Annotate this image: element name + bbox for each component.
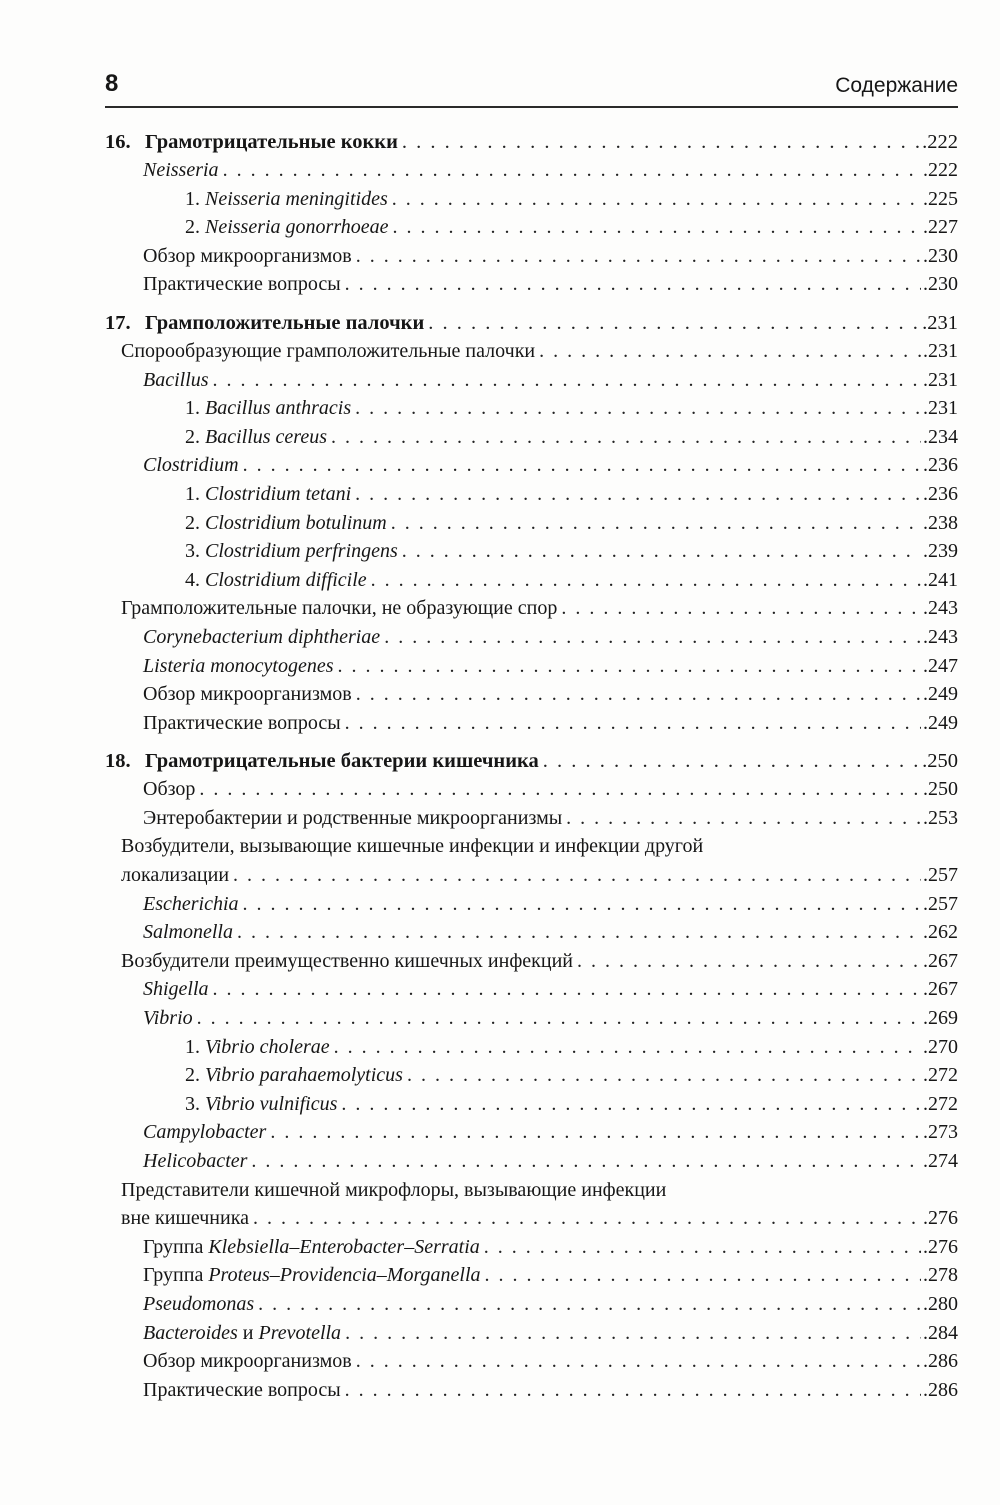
toc-entry-label: Neisseria bbox=[143, 159, 219, 181]
toc-entry[interactable] bbox=[105, 804, 958, 833]
toc-entry-label: вне кишечника bbox=[121, 1207, 249, 1230]
toc-entry-title bbox=[121, 947, 573, 975]
toc-entry-title bbox=[143, 242, 352, 270]
toc-entry-label: Clostridium difficile bbox=[205, 568, 367, 591]
dot-leader bbox=[213, 366, 921, 394]
toc-entry-title bbox=[121, 594, 557, 622]
dot-leader bbox=[243, 890, 921, 918]
toc-entry-page-number: .278 bbox=[923, 1264, 958, 1287]
toc-entry[interactable] bbox=[105, 1090, 958, 1119]
toc-entry-page-number: .236 bbox=[923, 482, 958, 505]
toc-entry-title bbox=[143, 1261, 481, 1289]
toc-entry-label: Bacteroides bbox=[143, 1321, 238, 1344]
toc-entry-page-number: .284 bbox=[923, 1321, 958, 1344]
toc-entry-label: Shigella bbox=[143, 978, 209, 1001]
toc-entry-title bbox=[143, 156, 219, 184]
dot-leader bbox=[345, 1319, 921, 1347]
toc-entry-page-number: .239 bbox=[923, 540, 958, 563]
toc-entry[interactable] bbox=[105, 480, 958, 509]
toc-entry[interactable] bbox=[105, 861, 958, 890]
toc-entry[interactable] bbox=[105, 975, 958, 1004]
dot-leader bbox=[345, 709, 921, 737]
toc-entry-page-number: .267 bbox=[923, 978, 958, 1001]
toc-entry-label: Salmonella bbox=[143, 921, 233, 944]
dot-leader bbox=[251, 1147, 921, 1175]
toc-entry[interactable] bbox=[105, 242, 958, 271]
toc-entry-number: 1. bbox=[185, 482, 200, 505]
toc-entry-number: 1. bbox=[185, 187, 200, 210]
toc-entry-first-line: Представители кишечной микрофлоры, вызывающие инфекции bbox=[121, 1178, 667, 1201]
dot-leader bbox=[484, 1233, 921, 1261]
toc-entry[interactable] bbox=[105, 537, 958, 566]
toc-entry-label: Bacillus cereus bbox=[205, 425, 328, 448]
toc-entry-page-number: .267 bbox=[923, 949, 958, 972]
toc-entry-label: Bacillus anthracis bbox=[205, 397, 352, 420]
toc-entry-page-number: .262 bbox=[923, 921, 958, 944]
toc-chapter-entry[interactable] bbox=[105, 128, 958, 156]
dot-leader bbox=[223, 156, 921, 184]
toc-entry[interactable] bbox=[105, 451, 958, 480]
toc-entry-page-number: .231 bbox=[923, 339, 958, 362]
toc-entry-label: Возбудители преимущественно кишечных инфекций bbox=[121, 949, 573, 972]
dot-leader bbox=[561, 594, 921, 622]
toc-entry-title bbox=[105, 128, 398, 156]
dot-leader bbox=[402, 128, 920, 156]
toc-entry-page-number: .243 bbox=[923, 625, 958, 648]
toc-entry-number: 17. bbox=[105, 311, 131, 334]
toc-entry-title bbox=[185, 1033, 330, 1061]
toc-entry[interactable] bbox=[105, 1233, 958, 1262]
running-title: Содержание bbox=[835, 74, 958, 97]
toc-entry-page-number: .230 bbox=[923, 244, 958, 267]
dot-leader bbox=[341, 1090, 921, 1118]
dot-leader bbox=[237, 918, 921, 946]
toc-entry[interactable] bbox=[105, 947, 958, 976]
toc-entry-number: 16. bbox=[105, 131, 131, 153]
toc-entry-label: Neisseria meningitides bbox=[205, 187, 388, 210]
toc-entry-page-number: .238 bbox=[923, 511, 958, 534]
toc-entry[interactable] bbox=[105, 1261, 958, 1290]
dot-leader bbox=[197, 1004, 921, 1032]
toc-entry-label: Обзор микроорганизмов bbox=[143, 683, 352, 706]
toc-entry-page-number: .247 bbox=[923, 654, 958, 677]
toc-entry-page-number: .286 bbox=[923, 1350, 958, 1373]
toc-entry[interactable] bbox=[105, 1118, 958, 1147]
toc-entry-label: Corynebacterium diphtheriae bbox=[143, 625, 381, 648]
toc-entry-page-number: .272 bbox=[923, 1092, 958, 1115]
toc-entry-title bbox=[185, 566, 367, 594]
toc-entry-number: 3. bbox=[185, 540, 200, 563]
toc-entry-number: 1. bbox=[185, 1035, 200, 1058]
toc-entry[interactable] bbox=[105, 566, 958, 595]
dot-leader bbox=[407, 1061, 921, 1089]
dot-leader bbox=[391, 509, 921, 537]
toc-entry[interactable] bbox=[105, 594, 958, 623]
toc-entry-number: 2. bbox=[185, 1064, 200, 1087]
toc-entry-title bbox=[121, 337, 535, 365]
toc-entry-title bbox=[143, 366, 209, 394]
toc-entry-title bbox=[185, 1090, 337, 1118]
toc-entry-title bbox=[185, 213, 389, 241]
toc-entry-title bbox=[185, 423, 327, 451]
toc-entry-label: Clostridium botulinum bbox=[205, 511, 387, 534]
toc-entry[interactable] bbox=[105, 709, 958, 738]
toc-entry-page-number: .231 bbox=[922, 311, 958, 334]
toc-entry-title bbox=[143, 975, 209, 1003]
dot-leader bbox=[539, 337, 921, 365]
toc-entry-page-number: .231 bbox=[923, 397, 958, 420]
toc-entry-label: Грамположительные палочки bbox=[145, 311, 425, 334]
toc-entry-title bbox=[121, 861, 229, 889]
toc-entry-label: Vibrio bbox=[143, 1007, 193, 1030]
toc-entry-page-number: .230 bbox=[923, 273, 958, 296]
dot-leader bbox=[233, 861, 921, 889]
toc-entry-label: Грамотрицательные кокки bbox=[145, 131, 398, 153]
toc-entry-label: Практические вопросы bbox=[143, 1378, 341, 1401]
dot-leader bbox=[270, 1118, 921, 1146]
dot-leader bbox=[331, 423, 921, 451]
toc-entry-page-number: .225 bbox=[923, 187, 958, 210]
toc-entry[interactable] bbox=[105, 394, 958, 423]
dot-leader bbox=[243, 451, 921, 479]
toc-entry-page-number: .257 bbox=[923, 864, 958, 887]
toc-entry-label: Klebsiella–Enterobacter–Serratia bbox=[208, 1235, 480, 1258]
toc-entry-label: Bacillus bbox=[143, 368, 209, 391]
toc-entry-label: локализации bbox=[121, 864, 230, 887]
toc-entry-label: Обзор микроорганизмов bbox=[143, 244, 352, 267]
toc-entry-page-number: .276 bbox=[923, 1235, 958, 1258]
toc-entry-label: Neisseria gonorrhoeae bbox=[205, 216, 389, 239]
toc-entry[interactable] bbox=[105, 1376, 958, 1405]
toc-entry[interactable] bbox=[105, 680, 958, 709]
toc-entry-page-number: .227 bbox=[923, 216, 958, 239]
toc-entry-title bbox=[143, 890, 239, 918]
toc-entry-title bbox=[143, 1319, 341, 1347]
toc-entry-label: Практические вопросы bbox=[143, 273, 341, 296]
toc-entry[interactable] bbox=[105, 1290, 958, 1319]
toc-entry-title bbox=[185, 480, 351, 508]
dot-leader bbox=[402, 537, 921, 565]
dot-leader bbox=[356, 242, 921, 270]
toc-entry-page-number: .274 bbox=[923, 1150, 958, 1172]
toc-entry-number: 2. bbox=[185, 425, 200, 448]
toc-entry-number: 2. bbox=[185, 511, 200, 534]
page-number: 8 bbox=[105, 70, 119, 97]
toc-entry-first-line: Возбудители, вызывающие кишечные инфекции и инфекции другой bbox=[121, 835, 704, 858]
toc-entry-page-number: .276 bbox=[923, 1207, 958, 1230]
toc-entry-page-number: .234 bbox=[923, 425, 958, 448]
dot-leader bbox=[356, 680, 921, 708]
toc-entry-label: Обзор микроорганизмов bbox=[143, 1350, 352, 1373]
dot-leader bbox=[345, 270, 921, 298]
toc-entry-page-number: .222 bbox=[922, 131, 958, 153]
dot-leader bbox=[213, 975, 921, 1003]
toc-entry-title bbox=[105, 309, 424, 337]
toc-entry[interactable] bbox=[105, 213, 958, 242]
toc-entry-title bbox=[185, 1061, 403, 1089]
toc-entry-title bbox=[143, 1147, 247, 1175]
toc-entry-label: Proteus–Providencia–Morganella bbox=[208, 1264, 481, 1287]
dot-leader bbox=[392, 185, 921, 213]
toc-entry-page-number: .231 bbox=[923, 368, 958, 391]
toc-entry-page-number: .250 bbox=[923, 778, 958, 801]
toc-entry-title bbox=[185, 185, 388, 213]
toc-entry-page-number: .286 bbox=[923, 1378, 958, 1401]
toc-entry-label: Грамотрицательные бактерии кишечника bbox=[145, 750, 539, 773]
toc-entry-prefix: Группа bbox=[143, 1235, 209, 1258]
toc-entry-title bbox=[185, 509, 387, 537]
toc-entry-label: Грамположительные палочки, не образующие спор bbox=[121, 597, 558, 620]
toc-entry-title bbox=[121, 1204, 249, 1232]
dot-leader bbox=[428, 309, 920, 337]
toc-entry-conjunction: и bbox=[237, 1321, 259, 1344]
toc-entry-page-number: .280 bbox=[923, 1292, 958, 1315]
toc-entry-page-number: .253 bbox=[923, 806, 958, 829]
toc-entry-label: Clostridium perfringens bbox=[205, 540, 398, 563]
toc-entry[interactable] bbox=[105, 1061, 958, 1090]
dot-leader bbox=[371, 566, 921, 594]
toc-entry[interactable] bbox=[105, 1204, 958, 1233]
toc-entry[interactable] bbox=[105, 1033, 958, 1062]
dot-leader bbox=[356, 1347, 921, 1375]
dot-leader bbox=[355, 394, 921, 422]
toc-entry[interactable] bbox=[105, 185, 958, 214]
toc-entry-prefix: Группа bbox=[143, 1264, 209, 1287]
toc-entry-title bbox=[143, 270, 341, 298]
toc-entry[interactable] bbox=[105, 366, 958, 395]
dot-leader bbox=[384, 623, 921, 651]
toc-entry[interactable] bbox=[105, 156, 958, 185]
toc-entry[interactable] bbox=[105, 423, 958, 452]
dot-leader bbox=[258, 1290, 921, 1318]
toc-entry-page-number: .241 bbox=[923, 568, 958, 591]
toc-entry-label: Vibrio cholerae bbox=[205, 1035, 330, 1058]
toc-entry-title bbox=[143, 1004, 193, 1032]
toc-entry-page-number: .257 bbox=[923, 892, 958, 915]
dot-leader bbox=[355, 480, 921, 508]
toc-chapter-entry[interactable] bbox=[105, 747, 958, 775]
toc-entry-label: Энтеробактерии и родственные микроорганизмы bbox=[143, 806, 563, 829]
toc-entry-title bbox=[143, 804, 562, 832]
toc-entry-title bbox=[185, 394, 351, 422]
toc-entry[interactable] bbox=[105, 890, 958, 919]
toc-entry-title bbox=[143, 623, 380, 651]
dot-leader bbox=[199, 775, 921, 803]
toc-entry-label: Escherichia bbox=[143, 892, 239, 915]
dot-leader bbox=[345, 1376, 921, 1404]
toc-chapter-entry[interactable] bbox=[105, 309, 958, 337]
toc-entry[interactable] bbox=[105, 1004, 958, 1033]
toc-entry-label: Listeria monocytogenes bbox=[143, 654, 334, 677]
toc-entry-label: Vibrio vulnificus bbox=[205, 1092, 338, 1115]
toc-entry[interactable] bbox=[105, 623, 958, 652]
dot-leader bbox=[338, 652, 921, 680]
toc-entry-page-number: .243 bbox=[923, 597, 958, 620]
toc-entry[interactable] bbox=[105, 1319, 958, 1348]
toc-entry-number: 1. bbox=[185, 397, 200, 420]
toc-entry[interactable] bbox=[105, 775, 958, 804]
toc-entry-page-number: .269 bbox=[923, 1007, 958, 1030]
toc-entry-label: Спорообразующие грамположительные палочки bbox=[121, 339, 536, 362]
toc-entry-label: Практические вопросы bbox=[143, 711, 341, 734]
dot-leader bbox=[334, 1033, 921, 1061]
toc-entry-title bbox=[105, 747, 539, 775]
toc-entry[interactable] bbox=[105, 1347, 958, 1376]
toc-entry-label: Campylobacter bbox=[143, 1121, 267, 1144]
toc-entry-title bbox=[143, 451, 239, 479]
toc-entry-page-number: .249 bbox=[923, 711, 958, 734]
toc-entry-label: Обзор bbox=[143, 778, 196, 801]
toc-entry-title bbox=[143, 709, 341, 737]
dot-leader bbox=[253, 1204, 921, 1232]
toc-entry-label: Clostridium tetani bbox=[205, 482, 352, 505]
toc-entry[interactable] bbox=[105, 270, 958, 299]
table-of-contents bbox=[105, 128, 958, 1404]
toc-entry-title bbox=[143, 680, 352, 708]
toc-entry[interactable] bbox=[105, 918, 958, 947]
toc-entry-page-number: .250 bbox=[922, 750, 958, 773]
dot-leader bbox=[543, 747, 920, 775]
toc-entry-number: 3. bbox=[185, 1092, 200, 1115]
dot-leader bbox=[485, 1261, 922, 1289]
page-header bbox=[105, 70, 958, 108]
toc-entry-label: Vibrio parahaemolyticus bbox=[205, 1064, 403, 1087]
toc-entry-page-number: .273 bbox=[923, 1121, 958, 1144]
dot-leader bbox=[577, 947, 921, 975]
toc-entry-label-second: Prevotella bbox=[258, 1321, 342, 1344]
dot-leader bbox=[566, 804, 921, 832]
toc-entry[interactable] bbox=[105, 1147, 958, 1176]
toc-entry-number: 4. bbox=[185, 568, 200, 591]
toc-entry-title bbox=[143, 1233, 480, 1261]
toc-entry-label: Helicobacter bbox=[143, 1150, 248, 1172]
toc-entry[interactable] bbox=[105, 652, 958, 681]
toc-entry-title bbox=[143, 1290, 254, 1318]
toc-entry-label: Clostridium bbox=[143, 454, 239, 477]
toc-entry-title bbox=[185, 537, 398, 565]
toc-entry-label: Pseudomonas bbox=[143, 1292, 255, 1315]
toc-entry[interactable] bbox=[105, 509, 958, 538]
toc-entry-title bbox=[143, 1347, 352, 1375]
toc-entry-number: 18. bbox=[105, 750, 131, 773]
toc-entry-page-number: .222 bbox=[923, 159, 958, 181]
toc-entry-title bbox=[143, 1376, 341, 1404]
toc-entry-title bbox=[143, 775, 195, 803]
toc-entry-page-number: .270 bbox=[923, 1035, 958, 1058]
toc-entry[interactable] bbox=[105, 337, 958, 366]
toc-entry-title bbox=[143, 652, 334, 680]
toc-entry-page-number: .236 bbox=[923, 454, 958, 477]
toc-entry-page-number: .272 bbox=[923, 1064, 958, 1087]
toc-entry-page-number: .249 bbox=[923, 683, 958, 706]
toc-entry-title bbox=[143, 1118, 266, 1146]
dot-leader bbox=[393, 213, 921, 241]
toc-entry-number: 2. bbox=[185, 216, 200, 239]
toc-entry-title bbox=[143, 918, 233, 946]
